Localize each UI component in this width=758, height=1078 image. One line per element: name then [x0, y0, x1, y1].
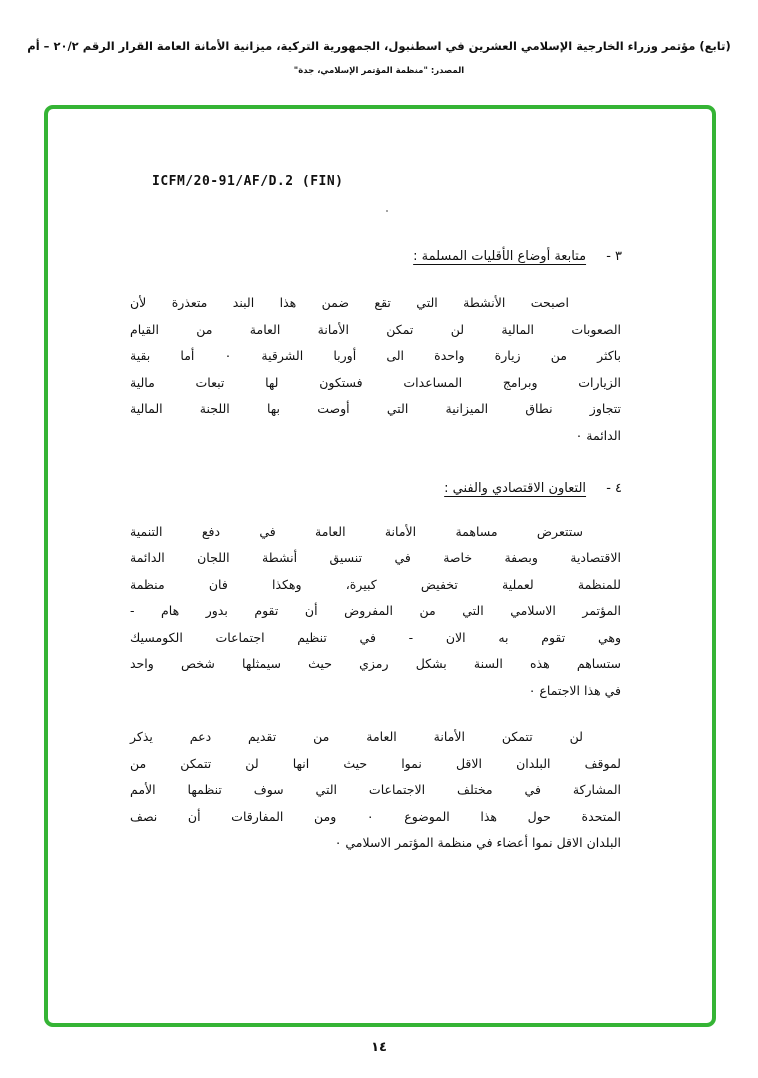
section-heading [413, 249, 622, 264]
text-line: ستساهم هذه السنة بشكل رمزي حيث سيمثلها شخص واحد [130, 656, 621, 671]
text-line: الزيارات وبرامج المساعدات فستكون لها تبعات مالية [130, 375, 621, 390]
page-number: ١٤ [371, 1040, 387, 1055]
text-line: وهي تقوم به الان - في تنظيم اجتماعات الكومسيك [130, 630, 621, 645]
header-title: (تابع) مؤتمر وزراء الخارجية الإسلامي العشرين في اسطنبول، الجمهورية التركية، ميزانية الأمانة العامة القرار الرقم ٢٠/٢ – أم [27, 39, 731, 53]
section-number: ٣ - [606, 249, 622, 264]
section-title: متابعة أوضاع الأقليات المسلمة : [413, 249, 587, 264]
text-line: لموقف البلدان الاقل نموا حيث انها لن تتمكن من [130, 756, 621, 771]
header-source: المصدر: "منظمة المؤتمر الإسلامي، جدة" [293, 66, 465, 76]
text-line: المشاركة في مختلف الاجتماعات التي سوف تنظمها الأمم [130, 782, 621, 797]
section-number: ٤ - [606, 481, 622, 496]
text-line: الصعوبات المالية لن تمكن الأمانة العامة من القيام [130, 322, 621, 337]
document-frame [44, 105, 716, 1027]
section-title: التعاون الاقتصادي والفني : [444, 481, 587, 496]
document-code: ICFM/20-91/AF/D.2 (FIN) [152, 174, 344, 189]
text-line: للمنظمة لعملية تخفيض كبيرة، وهكذا فان منظمة [130, 577, 621, 592]
text-line: اصبحت الأنشطة التي تقع ضمن هذا البند متعذرة لأن [130, 295, 569, 310]
scan-speck [386, 210, 388, 212]
text-line: البلدان الاقل نموا أعضاء في منظمة المؤتمر الاسلامي ٠ [334, 835, 621, 850]
text-line: تتجاوز نطاق الميزانية التي أوصت بها اللجنة المالية [130, 401, 621, 416]
text-line: المتحدة حول هذا الموضوع ٠ ومن المفارقات أن نصف [130, 809, 621, 824]
text-line: الدائمة ٠ [575, 428, 621, 443]
text-line: لن تتمكن الأمانة العامة من تقديم دعم يذكر [130, 729, 583, 744]
text-line: الاقتصادية وبصفة خاصة في تنسيق أنشطة اللجان الدائمة [130, 550, 621, 565]
text-line: ستتعرض مساهمة الأمانة العامة في دفع التنمية [130, 524, 583, 539]
text-line: في هذا الاجتماع ٠ [528, 683, 621, 698]
text-line: المؤتمر الاسلامي التي من المفروض أن تقوم بدور هام - [130, 603, 621, 618]
section-heading [444, 481, 622, 496]
text-line: باكثر من زيارة واحدة الى أوربا الشرقية ٠ أما بقية [130, 348, 621, 363]
